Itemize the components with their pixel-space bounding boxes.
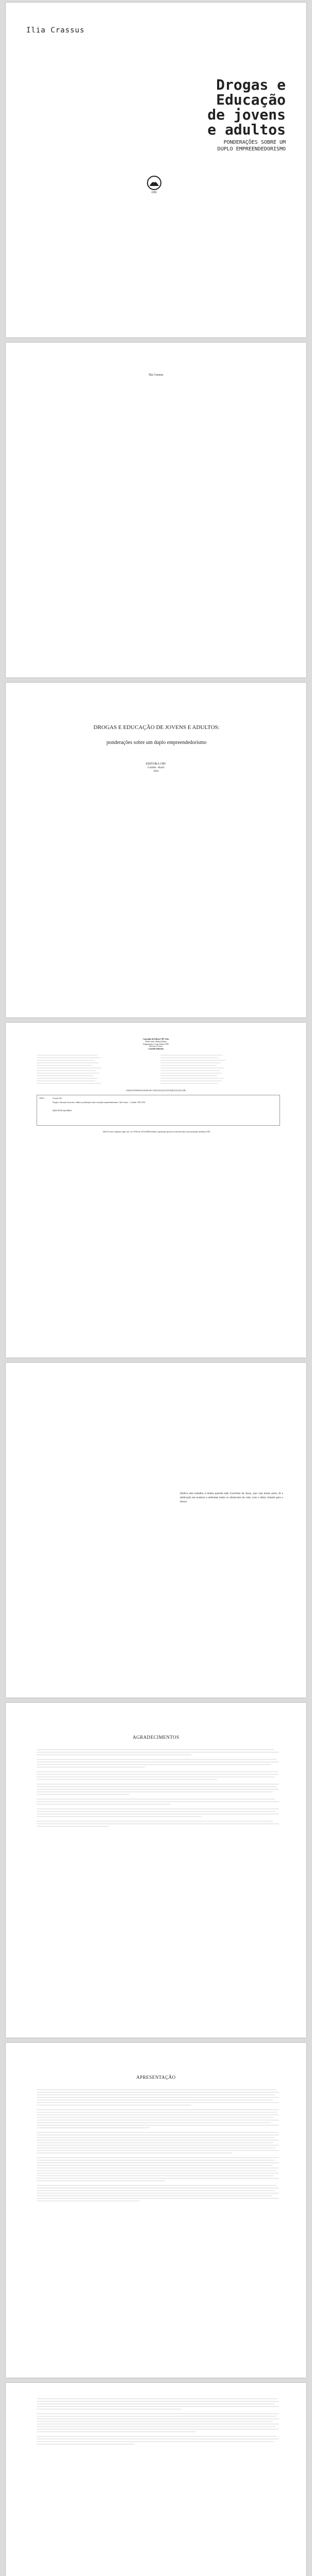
cover-title: [207, 77, 286, 137]
dedication-text: Dedico este trabalho à minha querida mãe Gracilene de Jesus, que com muito amor, fé e dedicação me ensinou a enfrentar todos os obstáculos da vida, com o olhar voltado para o futuro.: [180, 1492, 283, 1503]
acknowledgements-heading: AGRADECIMENTOS: [133, 1735, 179, 1740]
logo-text: CRV: [151, 191, 157, 194]
cover-subtitle-line: DUPLO EMPREENDEDORISMO: [217, 146, 286, 152]
catalog-card: [37, 1095, 280, 1126]
presentation-continued-page: [6, 2383, 306, 2576]
acknowledgements-page: [6, 1703, 306, 2038]
title-page-year: 2016: [153, 770, 159, 773]
title-page-publisher: EDITORA CRV: [145, 762, 167, 766]
cover-title-line: Drogas e: [216, 76, 286, 93]
cover-subtitle-line: PONDERAÇÕES SOBRE UM: [223, 140, 286, 145]
council-title: Conselho Editorial:: [148, 1048, 164, 1050]
title-page: [6, 683, 306, 1018]
cover-title-line: Educação: [216, 91, 286, 108]
catalog-author: Crassus, Ilia: [53, 1097, 62, 1099]
copyright-page: [6, 1023, 306, 1358]
copyright-line: Diagramação e Capa: Editora CRV: [143, 1043, 169, 1045]
copyright-line: Revisão: O Autor: [149, 1045, 163, 1048]
cover-title-line: de jovens: [207, 106, 286, 123]
catalog-description: Drogas e educação de jovens e adultos: ponderações sobre um duplo empreendedorismo / Ilia Crassus – Curitiba: CRV, 2016.: [53, 1101, 146, 1104]
title-page-subtitle: ponderações sobre um duplo empreendedorismo: [106, 740, 207, 745]
council-left-column: [37, 1055, 104, 1086]
presentation-continued-body: [37, 2398, 279, 2446]
copyright-footer: 2016 Foi feito o depósito legal conf. Lei 10.994 de 14/12/2004 Proibida a reprodução parcial ou total desta obra sem autorização da Editora CRV: [103, 1131, 210, 1133]
acknowledgements-body: [37, 1749, 279, 1828]
cover-title-line: e adultos: [207, 121, 286, 138]
presentation-heading: APRESENTAÇÃO: [136, 2075, 176, 2080]
catalog-code: C891d: [39, 1097, 44, 1099]
catalog-isbn: ISBN 978-85-444-0000-0: [53, 1110, 72, 1112]
half-title-author: Ilia Crassus: [149, 374, 163, 377]
publisher-logo: [146, 175, 162, 194]
presentation-page: [6, 2043, 306, 2378]
title-page-city: Curitiba - Brasil: [147, 767, 165, 769]
council-right-column: [160, 1055, 227, 1086]
cover-subtitle: [218, 139, 286, 152]
copyright-line: Copyright da Editora CRV Ltda.: [143, 1038, 169, 1040]
title-page-title: DROGAS E EDUCAÇÃO DE JOVENS E ADULTOS:: [93, 724, 220, 731]
cover-author: Ilia Crassus: [26, 26, 85, 35]
presentation-body: [37, 2089, 279, 2203]
copyright-header: [6, 1038, 306, 1050]
cover-page: [6, 3, 306, 337]
dedication-page: [6, 1363, 306, 1698]
catalog-title: DADOS INTERNACIONAIS DE CATALOGAÇÃO NA PUBLICAÇÃO (CIP): [126, 1090, 186, 1092]
copyright-line: Editor-chefe: Railson Moura: [145, 1040, 167, 1043]
half-title-page: [6, 343, 306, 677]
